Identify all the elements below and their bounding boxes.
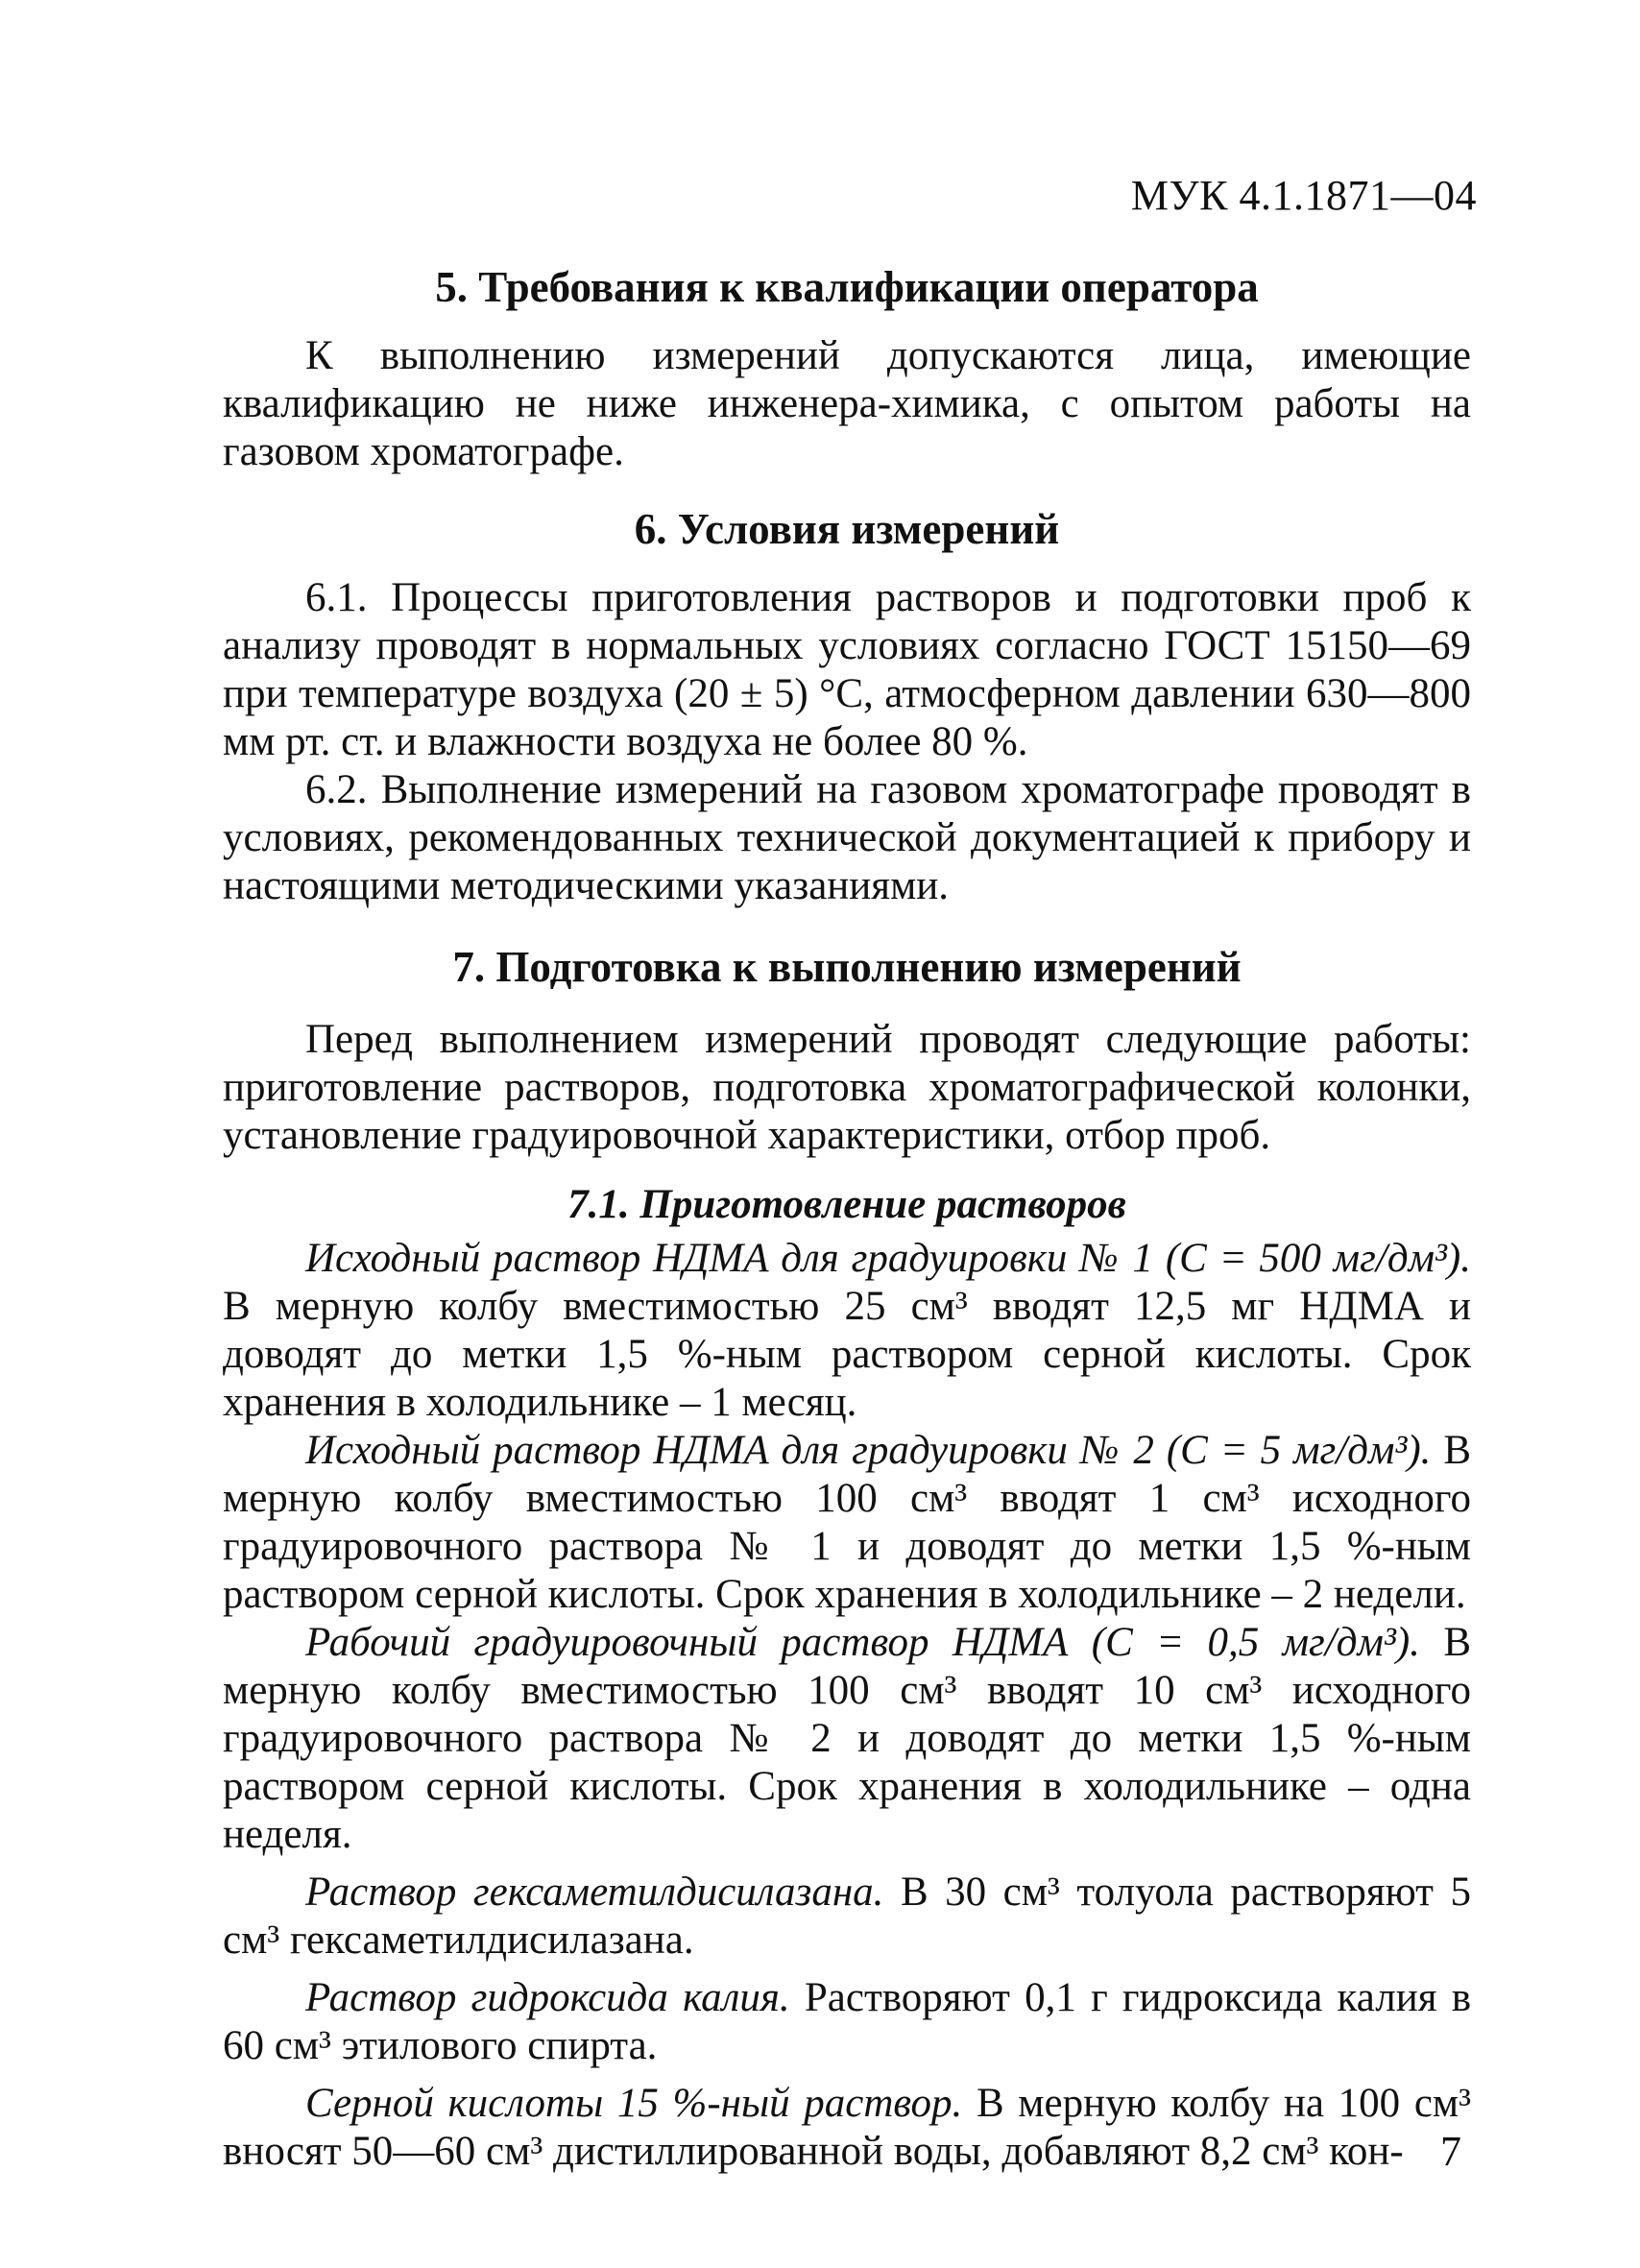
solution-text: В 30 см³ толуола растворяют 5 см³ гексаметилдисилазана. — [223, 1870, 1471, 1963]
solution-item — [223, 1619, 1471, 1859]
solution-item — [223, 1235, 1471, 1427]
solution-label: Исходный раствор НДМА для градуировки № 2 (С = 5 мг/дм³). — [305, 1428, 1432, 1473]
solution-text: В мерную колбу на 100 см³ вносят 50—60 см³ дистиллированной воды, добавляют 8,2 см³ кон- — [223, 2081, 1472, 2174]
document-code: МУК 4.1.1871—04 — [1130, 172, 1477, 219]
page-content — [223, 259, 1471, 2176]
section-7-paragraph: Перед выполнением измерений проводят следующие работы: приготовление растворов, подготовка хроматографической колонки, установление градуировочной характеристики, отбор проб. — [223, 1017, 1471, 1158]
solution-label: Раствор гидроксида калия. — [305, 1975, 790, 2020]
solution-item — [223, 2080, 1471, 2176]
solution-text: В мерную колбу вместимостью 25 см³ вводят 12,5 мг НДМА и доводят до метки 1,5 %-ным раствором серной кислоты. Срок хранения в холодильнике – 1 месяц. — [223, 1284, 1471, 1425]
section-6-title: 6. Условия измерений — [634, 505, 1060, 553]
solution-text: Растворяют 0,1 г гидроксида калия в 60 см³ этилового спирта. — [223, 1975, 1472, 2068]
section-7-title: 7. Подготовка к выполнению измерений — [452, 943, 1242, 991]
solution-text: В мерную колбу вместимостью 100 см³ вводят 1 см³ исходного градуировочного раствора № 1 и доводят до метки 1,5 %-ным раствором серной кислоты. Срок хранения в холодильнике – 2 недели. — [223, 1428, 1472, 1617]
subsection-7-1-title: 7.1. Приготовление растворов — [567, 1182, 1126, 1227]
section-6-2-paragraph: 6.2. Выполнение измерений на газовом хроматографе проводят в условиях, рекомендованных технической документацией к прибору и настоящими методическими указаниями. — [223, 767, 1471, 908]
solution-label: Исходный раствор НДМА для градуировки № 1 (С = 500 мг/дм³). — [305, 1236, 1471, 1281]
solution-text: В мерную колбу вместимостью 100 см³ вводят 10 см³ исходного градуировочного раствора № 2 и доводят до метки 1,5 %-ным раствором серной кислоты. Срок хранения в холодильнике – одна неделя. — [223, 1620, 1471, 1857]
section-5-paragraph: К выполнению измерений допускаются лица, имеющие квалификацию не ниже инженера-химика, с опытом работы на газовом хроматографе. — [223, 333, 1471, 474]
solution-label: Раствор гексаметилдисилазана. — [305, 1870, 884, 1915]
solution-item — [223, 1427, 1471, 1619]
solution-item — [223, 1869, 1471, 1965]
solution-item — [223, 1974, 1471, 2070]
solution-label: Рабочий градуировочный раствор НДМА (С = 0,5 мг/дм³). — [305, 1620, 1420, 1665]
section-6-1-paragraph: 6.1. Процессы приготовления растворов и подготовки проб к анализу проводят в нормальных условиях согласно ГОСТ 15150—69 при температуре воздуха (20 ± 5) °С, атмосферном давлении 630—800 мм рт. ст. и влажности воздуха не более 80 %. — [223, 575, 1471, 764]
solution-label: Серной кислоты 15 %-ный раствор. — [305, 2081, 963, 2126]
section-5-title: 5. Требования к квалификации оператора — [435, 263, 1259, 311]
page-number: 7 — [1440, 2128, 1461, 2175]
